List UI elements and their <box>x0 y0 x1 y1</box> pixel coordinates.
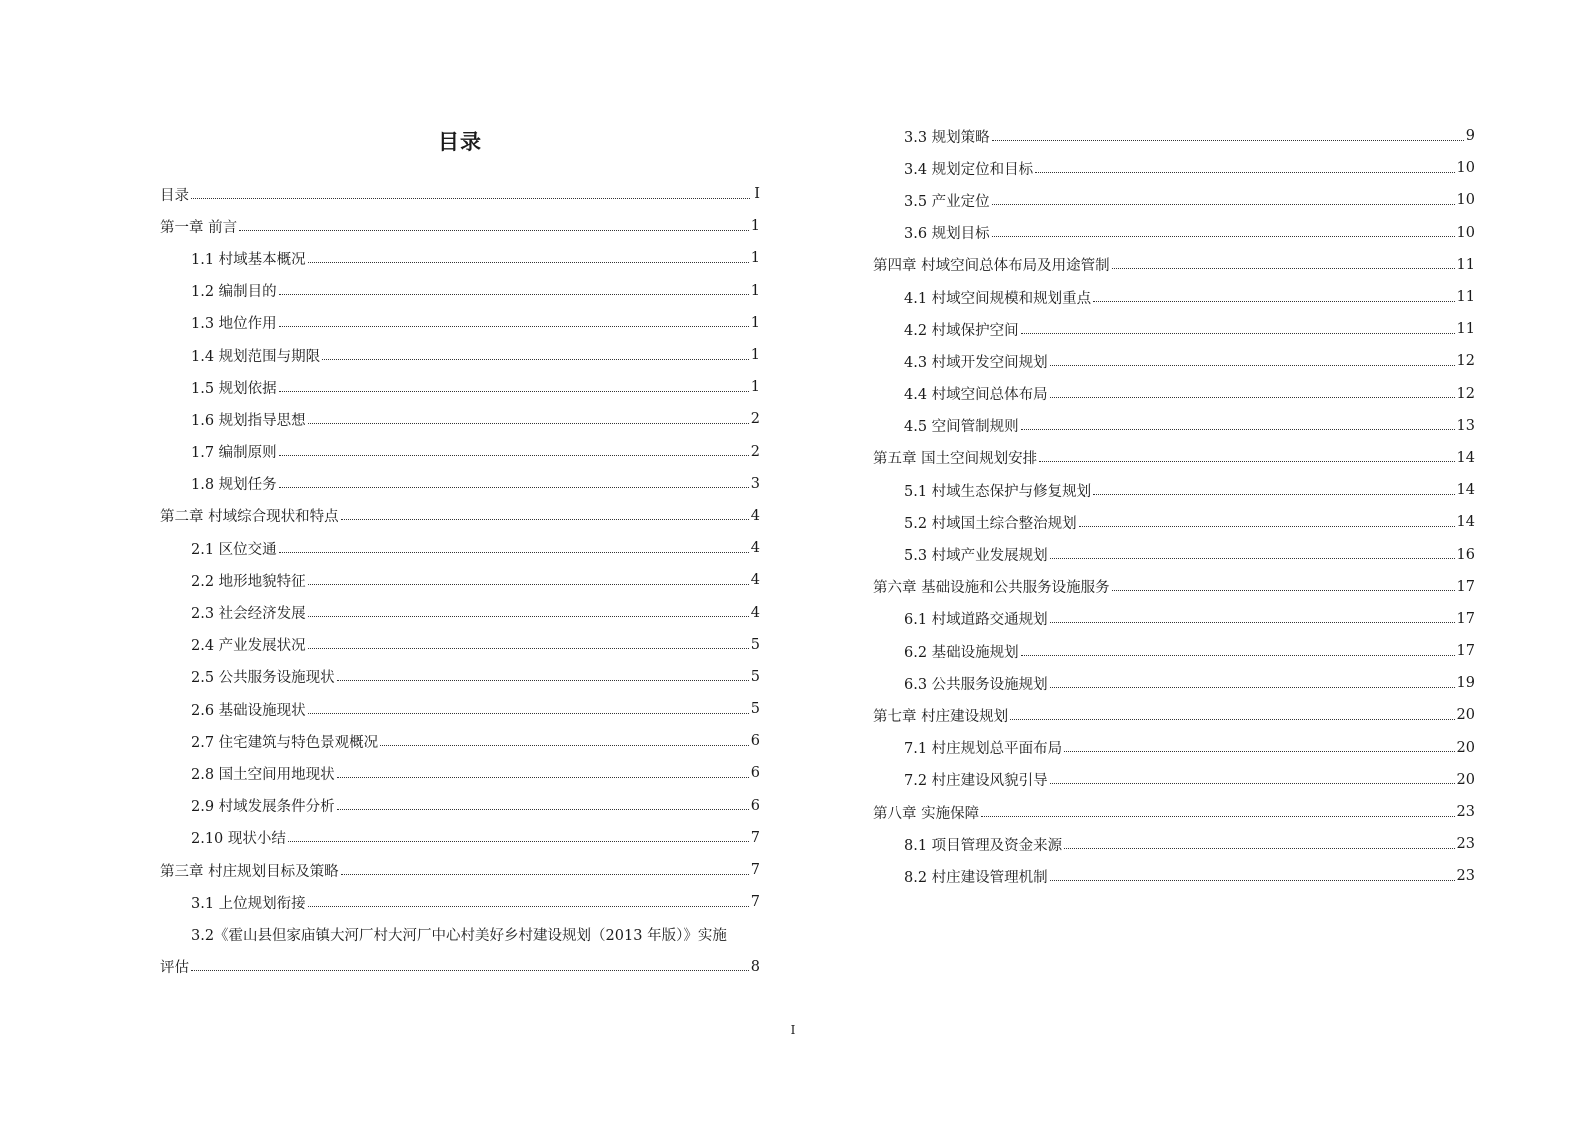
dot-leader <box>191 198 750 199</box>
toc-entry-page: 7 <box>750 862 760 879</box>
toc-entry-page: 1 <box>750 250 760 267</box>
toc-entry-page: 10 <box>1456 160 1475 177</box>
toc-entry[interactable] <box>160 242 760 274</box>
toc-entry[interactable] <box>873 828 1475 860</box>
dot-leader <box>1050 622 1455 623</box>
toc-entry[interactable] <box>160 725 760 757</box>
dot-leader <box>322 359 749 360</box>
toc-entry[interactable] <box>873 410 1475 442</box>
toc-entry-page: 17 <box>1456 610 1475 627</box>
toc-entry[interactable] <box>873 217 1475 249</box>
toc-entry-label: 第二章 村域综合现状和特点 <box>160 509 339 526</box>
dot-leader <box>308 648 749 649</box>
toc-entry-label: 5.3 村域产业发展规划 <box>904 548 1048 565</box>
toc-entry[interactable] <box>160 339 760 371</box>
toc-entry-page: 19 <box>1456 675 1475 692</box>
toc-entry-label: 1.8 规划任务 <box>191 477 277 494</box>
toc-entry[interactable] <box>160 886 760 918</box>
toc-entry[interactable] <box>873 378 1475 410</box>
toc-entry[interactable] <box>873 120 1475 152</box>
toc-entry-label: 1.7 编制原则 <box>191 445 277 462</box>
dot-leader <box>1010 719 1454 720</box>
toc-entry-label: 4.2 村域保护空间 <box>904 322 1019 339</box>
dot-leader <box>1039 461 1454 462</box>
toc-entry[interactable] <box>160 854 760 886</box>
toc-entry-label: 第八章 实施保障 <box>873 805 980 822</box>
toc-entry-page: 7 <box>750 829 760 846</box>
toc-entry[interactable] <box>160 532 760 564</box>
toc-entry-label: 7.1 村庄规划总平面布局 <box>904 741 1063 758</box>
dot-leader <box>279 294 749 295</box>
toc-entry-page: 23 <box>1456 836 1475 853</box>
toc-entry-page: 17 <box>1456 578 1475 595</box>
toc-entry-page: 2 <box>750 443 760 460</box>
dot-leader <box>308 616 749 617</box>
toc-entry-label: 4.4 村域空间总体布局 <box>904 387 1048 404</box>
dot-leader <box>308 584 749 585</box>
toc-entry-page: 16 <box>1456 546 1475 563</box>
toc-entry-label: 8.1 项目管理及资金来源 <box>904 837 1063 854</box>
page-number: I <box>790 1023 796 1037</box>
toc-entry-label: 评估 <box>160 960 189 977</box>
toc-entry-label: 7.2 村庄建设风貌引导 <box>904 773 1048 790</box>
dot-leader <box>191 970 749 971</box>
toc-entry-label: 5.2 村域国土综合整治规划 <box>904 515 1077 532</box>
dot-leader <box>337 777 749 778</box>
dot-leader <box>279 391 749 392</box>
toc-left-column <box>160 178 760 983</box>
toc-right-column <box>873 120 1475 893</box>
toc-entry-label: 6.3 公共服务设施规划 <box>904 676 1048 693</box>
dot-leader <box>1112 268 1455 269</box>
toc-entry-label: 1.4 规划范围与期限 <box>191 348 321 365</box>
toc-entry-label: 3.3 规划策略 <box>904 129 990 146</box>
toc-entry-page: 6 <box>750 797 760 814</box>
toc-entry-page: 4 <box>750 572 760 589</box>
toc-entry[interactable] <box>160 178 760 210</box>
toc-entry[interactable] <box>160 371 760 403</box>
dot-leader <box>1050 687 1455 688</box>
dot-leader <box>341 874 749 875</box>
toc-entry[interactable] <box>160 436 760 468</box>
page-title: 目录 <box>438 130 482 154</box>
toc-entry[interactable] <box>873 474 1475 506</box>
dot-leader <box>1050 783 1455 784</box>
toc-entry-label: 5.1 村域生态保护与修复规划 <box>904 483 1092 500</box>
toc-entry-page: 14 <box>1456 514 1475 531</box>
dot-leader <box>279 326 749 327</box>
toc-entry-wrapped-line2[interactable] <box>160 951 760 983</box>
toc-entry-label: 3.6 规划目标 <box>904 226 990 243</box>
dot-leader <box>992 140 1464 141</box>
toc-entry-label: 6.1 村域道路交通规划 <box>904 612 1048 629</box>
toc-entry-page: 12 <box>1456 353 1475 370</box>
toc-entry[interactable] <box>160 790 760 822</box>
dot-leader <box>337 680 749 681</box>
toc-entry-label: 2.9 村域发展条件分析 <box>191 799 335 816</box>
dot-leader <box>1112 590 1455 591</box>
toc-entry-label: 第三章 村庄规划目标及策略 <box>160 863 339 880</box>
toc-entry-label: 2.1 区位交通 <box>191 541 277 558</box>
toc-entry-label: 第四章 村域空间总体布局及用途管制 <box>873 258 1110 275</box>
toc-entry-label: 2.8 国土空间用地现状 <box>191 766 335 783</box>
toc-entry[interactable] <box>873 184 1475 216</box>
dot-leader <box>1035 172 1454 173</box>
toc-entry-label: 第六章 基础设施和公共服务设施服务 <box>873 580 1110 597</box>
toc-entry[interactable] <box>873 635 1475 667</box>
toc-entry-label: 1.2 编制目的 <box>191 284 277 301</box>
toc-entry-page: 20 <box>1456 707 1475 724</box>
toc-entry-page: 5 <box>750 668 760 685</box>
toc-entry-page: 3 <box>750 475 760 492</box>
dot-leader <box>1093 301 1454 302</box>
dot-leader <box>308 713 749 714</box>
dot-leader <box>288 841 749 842</box>
toc-entry[interactable] <box>873 571 1475 603</box>
toc-entry[interactable] <box>160 468 760 500</box>
toc-entry-label: 2.5 公共服务设施现状 <box>191 670 335 687</box>
toc-entry[interactable] <box>873 538 1475 570</box>
dot-leader <box>239 230 749 231</box>
toc-entry-label: 2.7 住宅建筑与特色景观概况 <box>191 734 379 751</box>
toc-entry-page: 6 <box>750 765 760 782</box>
toc-entry-page: 4 <box>750 604 760 621</box>
toc-entry[interactable] <box>160 629 760 661</box>
toc-entry-page: 5 <box>750 701 760 718</box>
toc-entry-page: 11 <box>1456 321 1475 338</box>
dot-leader <box>279 455 749 456</box>
toc-entry-page: 1 <box>750 314 760 331</box>
toc-entry-page: 14 <box>1456 482 1475 499</box>
dot-leader <box>1021 333 1455 334</box>
toc-entry-page: 5 <box>750 636 760 653</box>
dot-leader <box>279 552 749 553</box>
toc-entry-page: 13 <box>1456 417 1475 434</box>
toc-entry-page: 1 <box>750 379 760 396</box>
toc-entry-page: 23 <box>1456 804 1475 821</box>
toc-entry-label: 第七章 村庄建设规划 <box>873 708 1009 725</box>
toc-entry[interactable] <box>160 822 760 854</box>
toc-entry[interactable] <box>873 603 1475 635</box>
dot-leader <box>1021 429 1455 430</box>
toc-entry[interactable] <box>873 732 1475 764</box>
dot-leader <box>1079 526 1455 527</box>
toc-entry-page: 23 <box>1456 868 1475 885</box>
toc-entry-page: 9 <box>1465 128 1475 145</box>
dot-leader <box>1064 751 1454 752</box>
toc-entry-label: 第五章 国土空间规划安排 <box>873 451 1038 468</box>
toc-entry-page: 17 <box>1456 643 1475 660</box>
toc-entry-label: 目录 <box>160 187 189 204</box>
toc-entry[interactable] <box>160 275 760 307</box>
toc-entry[interactable] <box>873 281 1475 313</box>
toc-entry[interactable] <box>873 506 1475 538</box>
toc-entry[interactable] <box>160 210 760 242</box>
toc-entry[interactable] <box>873 313 1475 345</box>
dot-leader <box>380 745 749 746</box>
toc-entry[interactable] <box>160 403 760 435</box>
toc-entry-label: 3.5 产业定位 <box>904 193 990 210</box>
toc-entry[interactable] <box>873 860 1475 892</box>
toc-entry-page: 4 <box>750 507 760 524</box>
toc-entry[interactable] <box>873 249 1475 281</box>
toc-entry-label: 1.3 地位作用 <box>191 316 277 333</box>
toc-entry-label: 3.4 规划定位和目标 <box>904 161 1034 178</box>
toc-entry-page: 10 <box>1456 192 1475 209</box>
toc-entry-label: 2.4 产业发展状况 <box>191 638 306 655</box>
toc-entry-label: 2.3 社会经济发展 <box>191 606 306 623</box>
dot-leader <box>992 204 1455 205</box>
toc-entry[interactable] <box>160 757 760 789</box>
dot-leader <box>279 487 749 488</box>
toc-entry-page: 11 <box>1456 289 1475 306</box>
toc-entry-label: 2.10 现状小结 <box>191 831 286 848</box>
toc-entry-label: 8.2 村庄建设管理机制 <box>904 869 1048 886</box>
toc-entry-page: 12 <box>1456 385 1475 402</box>
toc-entry-page: I <box>754 186 760 203</box>
toc-entry-page: 7 <box>750 894 760 911</box>
toc-entry-page: 4 <box>750 540 760 557</box>
toc-entry[interactable] <box>873 796 1475 828</box>
dot-leader <box>1021 655 1455 656</box>
dot-leader <box>308 906 749 907</box>
toc-entry-page: 1 <box>750 347 760 364</box>
toc-entry-wrapped-line1[interactable]: 3.2《霍山县但家庙镇大河厂村大河厂中心村美好乡村建设规划（2013 年版）》实施 <box>191 927 727 944</box>
toc-entry[interactable] <box>160 596 760 628</box>
toc-entry-label: 1.5 规划依据 <box>191 380 277 397</box>
toc-entry-label: 4.3 村域开发空间规划 <box>904 354 1048 371</box>
toc-entry[interactable] <box>873 699 1475 731</box>
toc-entry[interactable] <box>873 764 1475 796</box>
toc-entry-label: 3.1 上位规划衔接 <box>191 895 306 912</box>
toc-entry[interactable] <box>160 693 760 725</box>
dot-leader <box>1064 848 1454 849</box>
toc-entry-page: 11 <box>1456 256 1475 273</box>
toc-entry[interactable] <box>160 564 760 596</box>
toc-entry[interactable] <box>873 152 1475 184</box>
toc-entry[interactable] <box>160 307 760 339</box>
dot-leader <box>992 236 1455 237</box>
toc-entry-page: 8 <box>750 958 760 975</box>
toc-entry-label: 4.5 空间管制规则 <box>904 419 1019 436</box>
toc-entry-page: 2 <box>750 411 760 428</box>
dot-leader <box>1050 880 1455 881</box>
dot-leader <box>308 262 749 263</box>
dot-leader <box>981 816 1454 817</box>
toc-entry-page: 1 <box>750 218 760 235</box>
dot-leader <box>1050 397 1455 398</box>
dot-leader <box>1050 558 1455 559</box>
toc-entry-page: 20 <box>1456 739 1475 756</box>
toc-entry-page: 6 <box>750 733 760 750</box>
dot-leader <box>337 809 749 810</box>
toc-entry-label: 2.2 地形地貌特征 <box>191 573 306 590</box>
toc-entry[interactable] <box>873 667 1475 699</box>
toc-entry-label: 第一章 前言 <box>160 219 238 236</box>
toc-entry-label: 1.1 村域基本概况 <box>191 251 306 268</box>
dot-leader <box>308 423 749 424</box>
toc-entry-page: 10 <box>1456 224 1475 241</box>
toc-entry[interactable] <box>873 345 1475 377</box>
toc-entry-page: 14 <box>1456 449 1475 466</box>
dot-leader <box>1050 365 1455 366</box>
dot-leader <box>341 519 749 520</box>
toc-entry[interactable] <box>160 500 760 532</box>
toc-entry-label: 2.6 基础设施现状 <box>191 702 306 719</box>
toc-entry-page: 20 <box>1456 771 1475 788</box>
dot-leader <box>1093 494 1454 495</box>
toc-entry-label: 4.1 村域空间规模和规划重点 <box>904 290 1092 307</box>
toc-entry[interactable] <box>160 661 760 693</box>
toc-entry[interactable] <box>873 442 1475 474</box>
toc-entry-label: 1.6 规划指导思想 <box>191 412 306 429</box>
toc-entry-label: 6.2 基础设施规划 <box>904 644 1019 661</box>
toc-entry-page: 1 <box>750 282 760 299</box>
